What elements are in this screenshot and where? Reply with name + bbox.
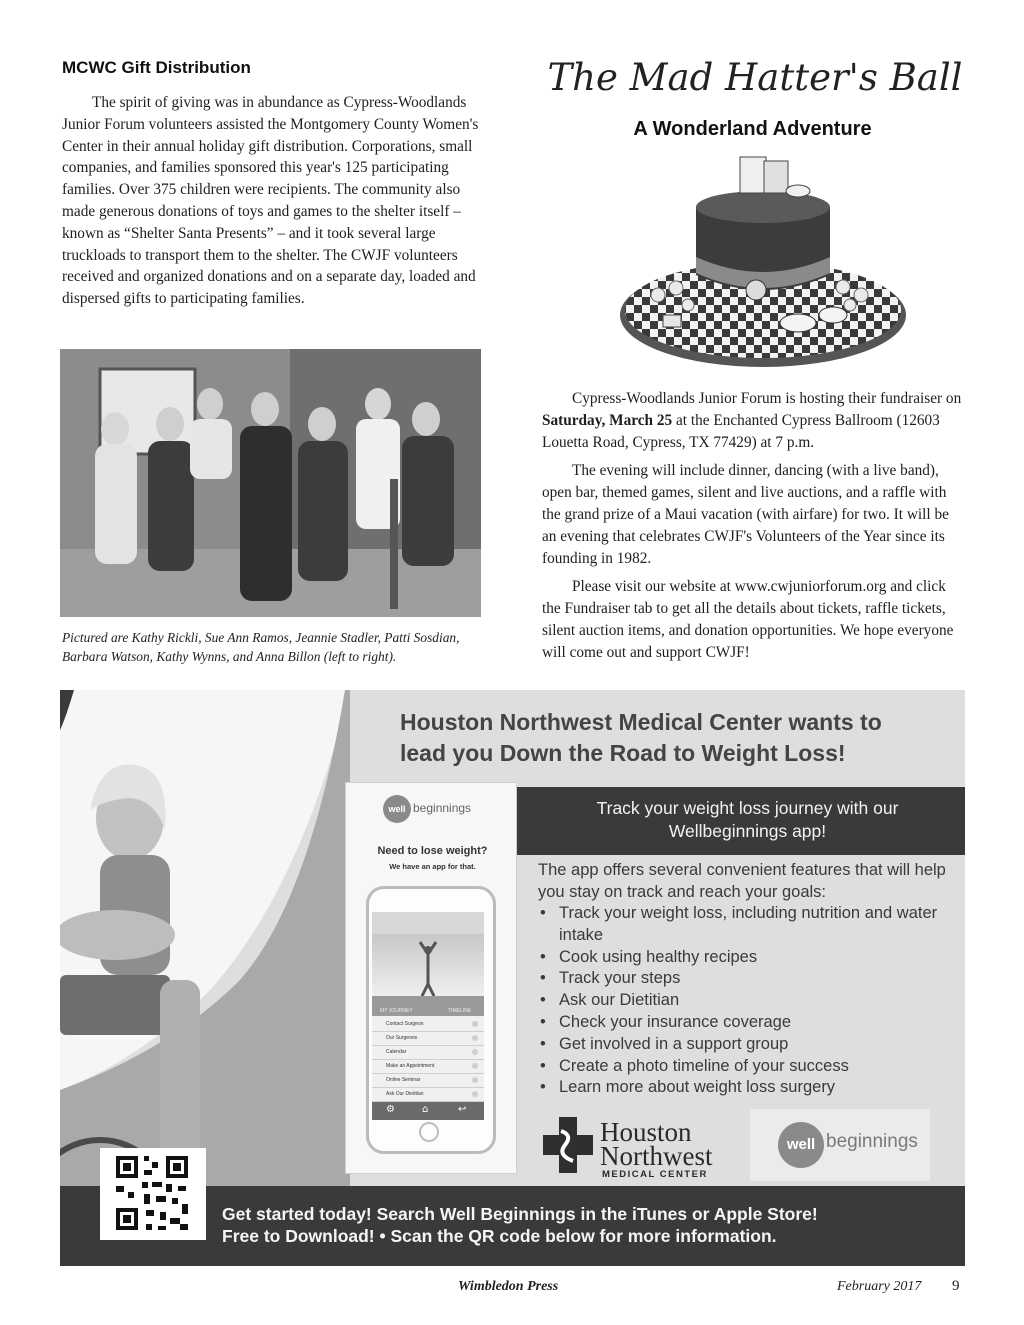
track-line-2: Wellbeginnings app! bbox=[668, 821, 827, 841]
cta-line-1: Get started today! Search Well Beginnings in the iTunes or Apple Store! bbox=[222, 1204, 818, 1224]
qr-code-card bbox=[100, 1148, 206, 1240]
phone-app-header bbox=[372, 912, 484, 934]
hat-cake-image bbox=[618, 145, 908, 370]
cta-line-2: Free to Download! • Scan the QR code below for more information. bbox=[222, 1226, 777, 1246]
feature-item: • Create a photo timeline of your success bbox=[538, 1056, 958, 1078]
event-paragraph-3: Please visit our website at www.cwjuniorforum.org and click the Fundraiser tab to get all the details about tickets, raffle tickets, silent auction items, and donation opportunities. We hope everyone will come out and support CWJF! bbox=[542, 578, 954, 661]
wellbeginnings-logo bbox=[750, 1109, 930, 1181]
logo-beginnings-text: beginnings bbox=[826, 1131, 918, 1152]
home-icon: ⌂ bbox=[422, 1104, 429, 1115]
mad-hatter-title: The Mad Hatter's Ball bbox=[547, 56, 963, 99]
phone-tab-timeline: TIMELINE bbox=[448, 1008, 472, 1014]
feature-item: • Cook using healthy recipes bbox=[538, 947, 958, 969]
feature-item: • Check your insurance coverage bbox=[538, 1012, 958, 1034]
feature-item: • Learn more about weight loss surgery bbox=[538, 1077, 958, 1099]
phone-menu-item: Online Seminar bbox=[372, 1074, 484, 1088]
phone-hero-image bbox=[372, 934, 484, 996]
event-intro-text: Cypress-Woodlands Junior Forum is hosting their fundraiser on bbox=[572, 390, 962, 407]
have-app-text: We have an app for that. bbox=[389, 862, 476, 871]
ad-headline-line-1: Houston Northwest Medical Center wants to bbox=[400, 709, 882, 735]
logo-well-text: well bbox=[383, 795, 411, 823]
mad-hatter-subtitle: A Wonderland Adventure bbox=[633, 118, 872, 140]
track-line-1: Track your weight loss journey with our bbox=[596, 798, 899, 818]
phone-menu-item: Contact Surgeon bbox=[372, 1018, 484, 1032]
need-lose-weight-text: Need to lose weight? bbox=[377, 845, 488, 857]
gift-paragraph: The spirit of giving was in abundance as Cypress-Woodlands Junior Forum volunteers assisted the Montgomery County Women's Center in their annual holiday gift distribution. Corporations, small companies, and families sponsored this year's 125 participating families. Over 375 children were recipients. The community also made generous donations of toys and games to the shelter itself – known as “Shelter Santa Presents” – and it took several large truckloads to transport them to the shelter. The CWJF volunteers received and organized donations and on a separate day, loaded and dispersed gifts to participating families. bbox=[62, 94, 479, 308]
publication-name: Wimbledon Press bbox=[458, 1279, 559, 1294]
event-location-text: at the Enchanted Cypress Ballroom (12603 Louetta Road, Cypress, TX 77429) at 7 p.m. bbox=[542, 411, 940, 451]
ad-headline-line-2: lead you Down the Road to Weight Loss! bbox=[400, 740, 846, 766]
phone-bottom-bar bbox=[372, 1102, 484, 1120]
phone-menu-item: Our Surgeons bbox=[372, 1032, 484, 1046]
qr-code-icon bbox=[100, 1148, 206, 1240]
logo-beginnings-text: beginnings bbox=[413, 801, 472, 815]
volunteers-photo bbox=[60, 349, 481, 617]
event-date: Saturday, March 25 bbox=[542, 411, 673, 429]
phone-menu bbox=[372, 1018, 484, 1102]
ad-headline bbox=[400, 707, 960, 769]
track-banner-text bbox=[545, 797, 950, 843]
gift-body bbox=[62, 92, 482, 310]
event-paragraph-2: The evening will include dinner, dancing (with a live band), open bar, themed games, silent and live auctions, and a raffle with the grand prize of a Maui vacation (with airfare) for two. It will be an evening that celebrates CWJF's Volunteers of the Year since its founding in 1982. bbox=[542, 462, 949, 567]
feature-item: • Get involved in a support group bbox=[538, 1034, 958, 1056]
gift-heading: MCWC Gift Distribution bbox=[62, 58, 251, 77]
feature-list bbox=[538, 903, 958, 1099]
phone-tab-bar bbox=[372, 996, 484, 1016]
phone-home-button bbox=[419, 1122, 439, 1142]
hospital-name-line-1: Houston bbox=[600, 1117, 692, 1147]
event-paragraph-1 bbox=[542, 388, 962, 453]
phone-menu-item: Calendar bbox=[372, 1046, 484, 1060]
feature-item: • Track your weight loss, including nutrition and water intake bbox=[538, 903, 958, 947]
hospital-subtitle: MEDICAL CENTER bbox=[602, 1169, 708, 1180]
photo-caption: Pictured are Kathy Rickli, Sue Ann Ramos, Jeannie Stadler, Patti Sosdian, Barbara Watson, Kathy Wynns, and Anna Billon (left to right). bbox=[62, 630, 460, 664]
back-icon: ↩ bbox=[458, 1104, 467, 1115]
app-intro-text: The app offers several convenient features that will help you stay on track and reach your goals: bbox=[538, 861, 946, 901]
phone-tab-journey: MY JOURNEY bbox=[380, 1008, 413, 1014]
feature-item: • Ask our Dietitian bbox=[538, 990, 958, 1012]
phone-menu-item: Ask Our Dietitian bbox=[372, 1088, 484, 1102]
mad-hatter-body bbox=[542, 388, 962, 671]
page-number: 9 bbox=[952, 1278, 960, 1294]
phone-screen bbox=[372, 912, 484, 1120]
hospital-name bbox=[600, 1117, 713, 1171]
phone-menu-item: Make an Appointment bbox=[372, 1060, 484, 1074]
issue-date: February 2017 bbox=[837, 1279, 922, 1294]
gear-icon: ⚙ bbox=[386, 1104, 395, 1115]
logo-well-text: well bbox=[778, 1122, 824, 1168]
feature-item: • Track your steps bbox=[538, 968, 958, 990]
wellbeginnings-logo-small bbox=[383, 795, 489, 823]
hospital-name-line-2: Northwest bbox=[600, 1141, 713, 1171]
hospital-logo-icon bbox=[543, 1117, 593, 1173]
